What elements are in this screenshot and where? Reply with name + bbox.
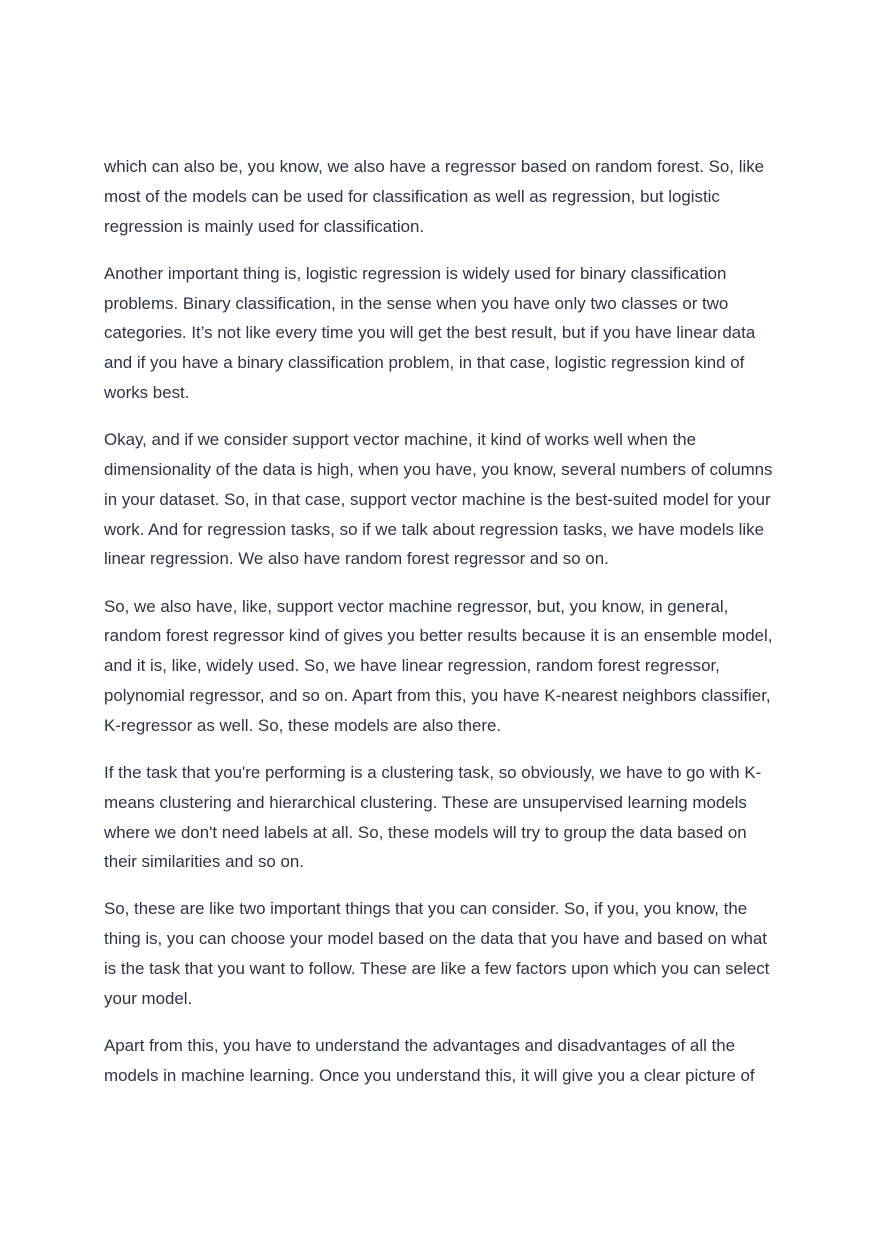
paragraph-5: If the task that you're performing is a clustering task, so obviously, we have to go with K-means clustering and hierarchical clustering. These are unsupervised learning models where we don't need labels at all. So, these models will try to group the data based on their similarities and so on. [104,762,762,872]
paragraph-4: So, we also have, like, support vector machine regressor, but, you know, in general, random forest regressor kind of gives you better results because it is an ensemble model, and it is, like, widely used. So, we have linear regression, random forest regressor, polynomial regressor, and so on. Apart from this, you have K-nearest neighbors classifier, K-regressor as well. So, these models are also there. [104,596,773,735]
paragraph-1: which can also be, you know, we also have a regressor based on random forest. So, like most of the models can be used for classification as well as regression, but logistic regression is mainly used for classification. [104,157,765,236]
paragraph-3: Okay, and if we consider support vector machine, it kind of works well when the dimensionality of the data is high, when you have, you know, several numbers of columns in your dataset. So, in that case, support vector machine is the best-suited model for your work. And for regression tasks, so if we talk about regression tasks, we have models like linear regression. We also have random forest regressor and so on. [104,430,773,569]
paragraph-2: Another important thing is, logistic regression is widely used for binary classification problems. Binary classification, in the sense when you have only two classes or two categories. It’s not like every time you will get the best result, but if you have linear data and if you have a binary classification problem, in that case, logistic regression kind of works best. [104,263,756,402]
paragraph-7: Apart from this, you have to understand the advantages and disadvantages of all the models in machine learning. Once you understand this, it will give you a clear picture of [104,1036,755,1085]
paragraph-6: So, these are like two important things that you can consider. So, if you, you know, the thing is, you can choose your model based on the data that you have and based on what is the task that you want to follow. These are like a few factors upon which you can select your model. [104,899,770,1008]
document-body [104,152,780,1108]
